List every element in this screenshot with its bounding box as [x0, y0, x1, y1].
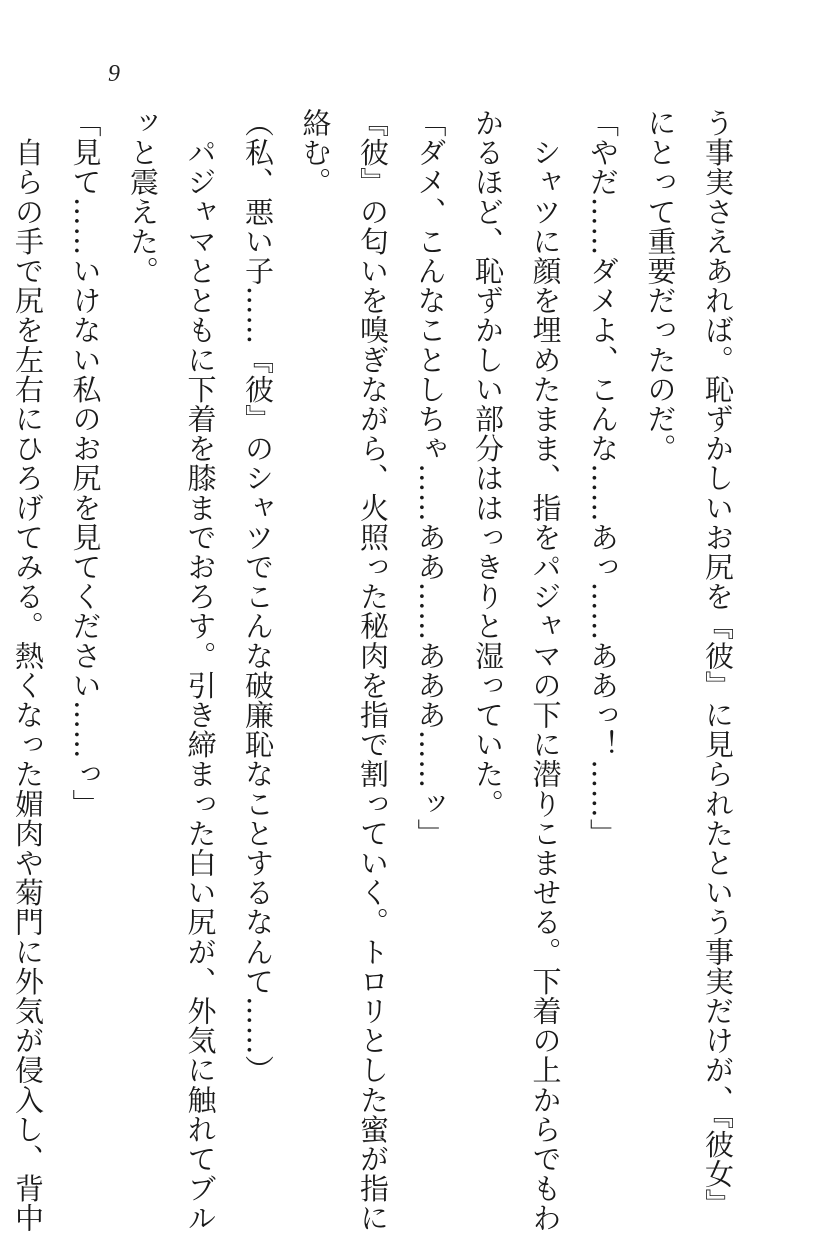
text-line: 自らの手で尻を左右にひろげてみる。熱くなった媚肉や菊門に外気が侵入し、背中 [11, 108, 45, 1233]
text-line: シャツに顔を埋めたまま、指をパジャマの下に潜りこませる。下着の上からでもわ [528, 108, 563, 1233]
text-line: 『彼』の匂いを嗅ぎながら、火照った秘肉を指で割っていく。トロリとした蜜が指に [356, 108, 390, 1233]
thought-line: （私、悪い子……『彼』のシャツでこんな破廉恥なことするなんて……） [241, 108, 275, 1085]
dialogue-line: 「ダメ、こんなことしちゃ……ああ……あああ……ッ」 [413, 108, 448, 848]
text-line: ッと震えた。 [126, 108, 160, 286]
page-number: 9 [108, 61, 120, 87]
vertical-text-body [0, 108, 746, 1233]
text-line: にとって重要だったのだ。 [643, 108, 678, 464]
text-line: 絡む。 [298, 108, 333, 197]
dialogue-line: 「やだ……ダメよ、こんな……あっ……ああっ！……」 [586, 108, 620, 848]
text-line: かるほど、恥ずかしい部分ははっきりと湿っていた。 [471, 108, 505, 819]
text-line: う事実さえあれば。恥ずかしいお尻を『彼』に見られたという事実だけが、『彼女』 [701, 108, 735, 1219]
text-line: パジャマとともに下着を膝までおろす。引き締まった白い尻が、外気に触れてブル [183, 108, 218, 1233]
dialogue-line: 「見て……いけない私のお尻を見てください……っ」 [68, 108, 103, 819]
